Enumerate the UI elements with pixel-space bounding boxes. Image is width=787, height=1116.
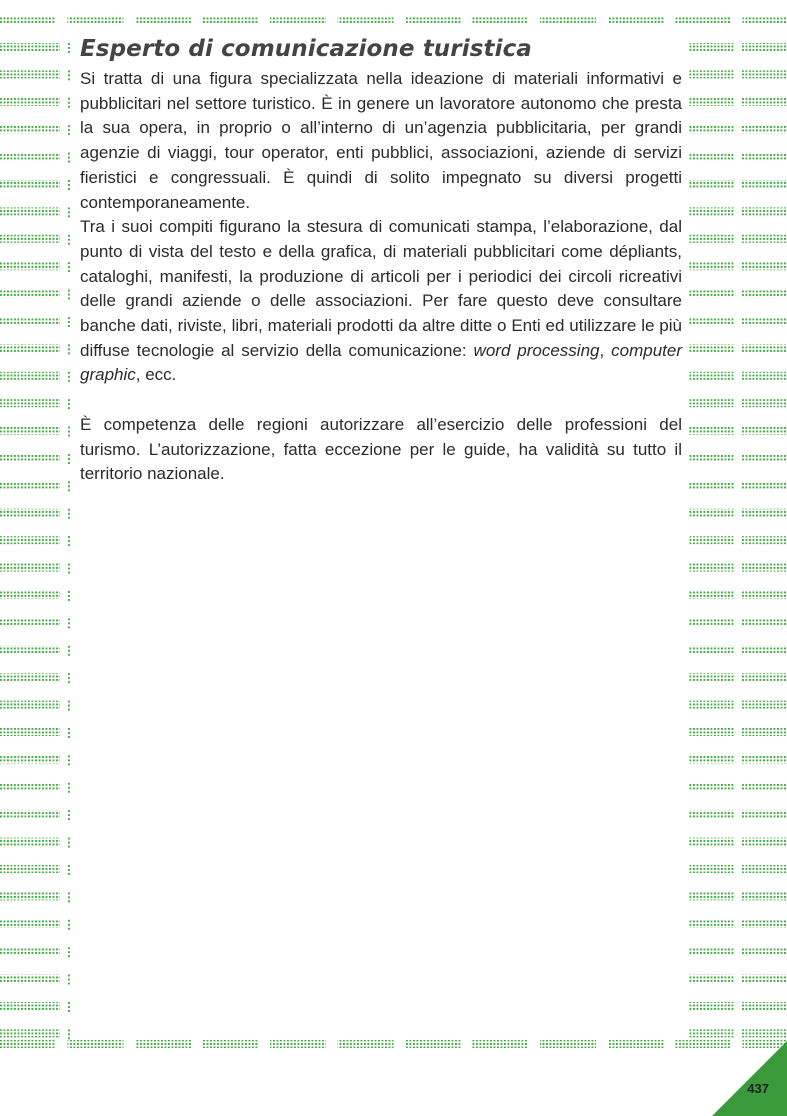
- dot-group: [68, 98, 70, 100]
- dot-group: [68, 380, 70, 382]
- dot-group: [741, 728, 787, 736]
- dot-group: [0, 892, 60, 900]
- dot-group: [741, 98, 787, 106]
- dot-group: [405, 16, 461, 24]
- dot-group: [68, 211, 70, 213]
- dot-group: [68, 317, 70, 319]
- dot-group: [68, 983, 70, 985]
- term-separator: ,: [599, 340, 612, 360]
- dot-group: [688, 536, 734, 544]
- dot-group: [688, 427, 734, 435]
- dot-group: [0, 481, 60, 489]
- dot-group: [203, 1040, 259, 1048]
- article-title: Esperto di comunicazione turistica: [80, 36, 532, 62]
- paragraph-2-end: , ecc.: [135, 365, 177, 385]
- dot-group: [473, 1040, 529, 1048]
- dot-group: [68, 595, 70, 597]
- dot-group: [688, 70, 734, 78]
- dot-group: [688, 755, 734, 763]
- dot-group: [741, 701, 787, 709]
- dot-group: [741, 564, 787, 572]
- dot-group: [68, 814, 70, 816]
- dot-group: [688, 372, 734, 380]
- dot-group: [68, 157, 70, 159]
- dot-group: [741, 372, 787, 380]
- dot-group: [68, 810, 70, 812]
- dot-group: [68, 16, 124, 24]
- dot-group: [68, 791, 70, 793]
- dot-group: [0, 153, 60, 161]
- dot-group: [0, 701, 60, 709]
- dot-group: [68, 900, 70, 902]
- dot-group: [68, 235, 70, 237]
- dot-group: [68, 47, 70, 49]
- dot-group: [0, 180, 60, 188]
- dot-group: [741, 618, 787, 626]
- dot-group: [741, 290, 787, 298]
- dot-group: [0, 16, 56, 24]
- dot-group: [0, 317, 60, 325]
- dot-group: [741, 920, 787, 928]
- dot-group: [741, 673, 787, 681]
- dot-group: [68, 106, 70, 108]
- dot-group: [0, 755, 60, 763]
- dot-group: [473, 16, 529, 24]
- dot-group: [68, 759, 70, 761]
- dot-group: [68, 568, 70, 570]
- dot-group: [608, 16, 664, 24]
- dot-group: [68, 435, 70, 437]
- paragraph-gap: [80, 388, 682, 413]
- dot-group: [68, 298, 70, 300]
- dot-group: [741, 481, 787, 489]
- dot-group: [68, 705, 70, 707]
- dot-group: [0, 372, 60, 380]
- dot-group: [688, 810, 734, 818]
- dot-group: [68, 673, 70, 675]
- dot-group: [0, 564, 60, 572]
- dot-group: [68, 865, 70, 867]
- page-number: 437: [747, 1081, 769, 1096]
- dot-group: [68, 591, 70, 593]
- dot-group: [0, 262, 60, 270]
- dot-group: [688, 454, 734, 462]
- dot-group: [0, 1029, 60, 1037]
- dot-group: [68, 873, 70, 875]
- dot-group: [68, 540, 70, 542]
- dot-group: [68, 513, 70, 515]
- dot-group: [68, 564, 70, 566]
- dot-group: [741, 454, 787, 462]
- dot-group: [688, 892, 734, 900]
- dot-group: [68, 266, 70, 268]
- dot-group: [688, 783, 734, 791]
- dot-group: [68, 979, 70, 981]
- dot-group: [0, 43, 60, 51]
- dot-group: [688, 728, 734, 736]
- dot-group: [688, 509, 734, 517]
- dot-group: [68, 321, 70, 323]
- dot-group: [68, 74, 70, 76]
- dot-group: [68, 955, 70, 957]
- dot-group: [68, 239, 70, 241]
- dot-group: [68, 102, 70, 104]
- dot-group: [68, 869, 70, 871]
- dot-group: [688, 975, 734, 983]
- dot-group: [68, 622, 70, 624]
- dot-group: [68, 1002, 70, 1004]
- dot-group: [741, 892, 787, 900]
- dot-group: [741, 153, 787, 161]
- dot-group: [68, 294, 70, 296]
- dot-group: [68, 787, 70, 789]
- dot-group: [68, 701, 70, 703]
- dot-group: [68, 818, 70, 820]
- dot-group: [741, 1029, 787, 1037]
- paragraph-2-text: Tra i suoi compiti figurano la stesura di comunicati stampa, l’elaborazione, dal punto di vista del testo e della grafica, di materiali pubblicitari come dépliants, cataloghi, manifesti, la produzione di articoli per i periodici dei circoli ricreativi delle grandi aziende o delle associazioni. Per fare questo deve consultare banche dati, riviste, libri, materiali prodotti da altre ditte o Enti ed utilizzare le più diffuse tecnologie al servizio della comunicazione:: [80, 217, 682, 360]
- dot-group: [68, 732, 70, 734]
- dot-group: [68, 207, 70, 209]
- dot-group: [688, 1029, 734, 1037]
- dot-group: [68, 427, 70, 429]
- dot-group: [68, 838, 70, 840]
- dot-group: [688, 646, 734, 654]
- dot-group: [0, 98, 60, 106]
- dot-group: [68, 681, 70, 683]
- dot-group: [741, 180, 787, 188]
- dot-group: [688, 344, 734, 352]
- dot-group: [0, 344, 60, 352]
- page-corner-triangle: [712, 1041, 787, 1116]
- dot-group: [68, 892, 70, 894]
- dot-group: [68, 920, 70, 922]
- dot-group: [741, 43, 787, 51]
- dot-group: [741, 235, 787, 243]
- dot-group: [741, 865, 787, 873]
- dot-group: [68, 161, 70, 163]
- dot-group: [688, 153, 734, 161]
- dot-group: [0, 454, 60, 462]
- dot-group: [68, 43, 70, 45]
- dot-group: [68, 70, 70, 72]
- dot-group: [68, 215, 70, 217]
- dot-group: [68, 728, 70, 730]
- dot-group: [68, 407, 70, 409]
- dot-group: [68, 509, 70, 511]
- dot-group: [0, 920, 60, 928]
- dot-group: [688, 701, 734, 709]
- dot-group: [688, 838, 734, 846]
- dot-group: [135, 16, 191, 24]
- dot-group: [688, 207, 734, 215]
- dot-group: [688, 920, 734, 928]
- dot-group: [741, 399, 787, 407]
- dot-group: [68, 618, 70, 620]
- dot-group: [68, 1010, 70, 1012]
- dot-group: [741, 70, 787, 78]
- dot-group: [68, 243, 70, 245]
- dot-group: [338, 1040, 394, 1048]
- paragraph-2: [80, 215, 682, 388]
- dot-group: [741, 262, 787, 270]
- dot-group: [68, 654, 70, 656]
- dot-group: [135, 1040, 191, 1048]
- dot-group: [688, 399, 734, 407]
- dot-group: [68, 1040, 124, 1048]
- dot-group: [741, 591, 787, 599]
- dot-group: [741, 317, 787, 325]
- term-word-processing: word processing: [473, 340, 600, 360]
- dot-group: [0, 399, 60, 407]
- dot-group: [688, 98, 734, 106]
- dot-group: [0, 646, 60, 654]
- dot-group: [0, 427, 60, 435]
- dot-group: [0, 290, 60, 298]
- dot-group: [68, 846, 70, 848]
- dot-group: [68, 270, 70, 272]
- dot-group: [68, 344, 70, 346]
- dot-group: [68, 78, 70, 80]
- dot-group: [270, 16, 326, 24]
- dot-group: [688, 43, 734, 51]
- dot-group: [0, 783, 60, 791]
- dot-group: [270, 1040, 326, 1048]
- dot-group: [0, 728, 60, 736]
- dot-group: [68, 896, 70, 898]
- dot-group: [338, 16, 394, 24]
- dot-group: [688, 564, 734, 572]
- dot-group: [0, 207, 60, 215]
- dot-group: [688, 262, 734, 270]
- dot-group: [741, 427, 787, 435]
- dot-group: [203, 16, 259, 24]
- dot-group: [68, 1037, 70, 1039]
- dot-group: [68, 924, 70, 926]
- dot-group: [68, 544, 70, 546]
- paragraph-1: Si tratta di una figura specializzata nella ideazione di materiali informativi e pubblicitari nel settore turistico. È in genere un lavoratore autonomo che presta la sua opera, in proprio o all’interno di un’agenzia pubblicitaria, per grandi agenzie di viaggi, tour operator, enti pubblici, associazioni, aziende di servizi fieristici e congressuali. È quindi di solito impegnato su diversi progetti contemporaneamente.: [80, 69, 682, 212]
- dot-group: [0, 810, 60, 818]
- dot-group: [0, 536, 60, 544]
- dot-group: [741, 838, 787, 846]
- dot-group: [0, 673, 60, 681]
- dot-group: [741, 536, 787, 544]
- dot-group: [68, 536, 70, 538]
- dot-group: [0, 591, 60, 599]
- dot-group: [68, 262, 70, 264]
- dot-group: [0, 509, 60, 517]
- dot-group: [0, 838, 60, 846]
- dot-group: [741, 810, 787, 818]
- dot-group: [68, 129, 70, 131]
- dot-group: [68, 646, 70, 648]
- dot-group: [68, 783, 70, 785]
- dot-group: [688, 481, 734, 489]
- dot-group: [68, 755, 70, 757]
- dot-group: [688, 865, 734, 873]
- dot-group: [68, 842, 70, 844]
- dot-group: [68, 1033, 70, 1035]
- dot-group: [608, 1040, 664, 1048]
- dot-group: [0, 865, 60, 873]
- dot-group: [68, 462, 70, 464]
- dot-group: [688, 618, 734, 626]
- dot-group: [68, 133, 70, 135]
- dot-group: [675, 16, 731, 24]
- dot-group: [68, 372, 70, 374]
- dot-group: [0, 1002, 60, 1010]
- dot-group: [68, 352, 70, 354]
- dot-group: [743, 16, 787, 24]
- dot-group: [68, 481, 70, 483]
- dot-group: [68, 650, 70, 652]
- dot-group: [68, 180, 70, 182]
- dot-group: [68, 1029, 70, 1031]
- dot-group: [741, 1002, 787, 1010]
- dot-group: [0, 1040, 56, 1048]
- dot-group: [68, 572, 70, 574]
- dot-group: [68, 677, 70, 679]
- dot-group: [68, 485, 70, 487]
- dot-group: [688, 290, 734, 298]
- term-computer-graphic: computer graphic: [80, 340, 682, 385]
- dot-group: [0, 975, 60, 983]
- dot-group: [68, 599, 70, 601]
- dot-group: [741, 125, 787, 133]
- dot-group: [68, 458, 70, 460]
- dot-group: [68, 431, 70, 433]
- dot-group: [68, 184, 70, 186]
- dot-group: [68, 454, 70, 456]
- dot-group: [68, 947, 70, 949]
- dot-group: [68, 125, 70, 127]
- dot-group: [741, 975, 787, 983]
- dot-group: [68, 403, 70, 405]
- dot-group: [0, 235, 60, 243]
- dot-group: [68, 325, 70, 327]
- dot-group: [741, 646, 787, 654]
- dot-group: [688, 235, 734, 243]
- dot-group: [68, 348, 70, 350]
- article: [80, 34, 682, 487]
- dot-group: [741, 755, 787, 763]
- dot-group: [68, 626, 70, 628]
- dot-group: [405, 1040, 461, 1048]
- dot-group: [68, 188, 70, 190]
- dot-group: [741, 509, 787, 517]
- paragraph-3: È competenza delle regioni autorizzare all’esercizio delle professioni del turismo. L’autorizzazione, fatta eccezione per le guide, ha validità su tutto il territorio nazionale.: [80, 414, 682, 484]
- dot-group: [688, 591, 734, 599]
- dot-group: [688, 180, 734, 188]
- dot-group: [68, 399, 70, 401]
- dot-group: [68, 1006, 70, 1008]
- dot-group: [68, 736, 70, 738]
- dot-group: [741, 783, 787, 791]
- dot-group: [68, 975, 70, 977]
- dot-group: [0, 125, 60, 133]
- dot-group: [540, 1040, 596, 1048]
- dot-group: [68, 928, 70, 930]
- dot-group: [0, 947, 60, 955]
- dot-group: [68, 763, 70, 765]
- dot-group: [741, 344, 787, 352]
- dot-group: [68, 290, 70, 292]
- dot-group: [68, 951, 70, 953]
- dot-group: [0, 618, 60, 626]
- dot-group: [68, 489, 70, 491]
- dot-group: [688, 673, 734, 681]
- dot-group: [540, 16, 596, 24]
- dot-group: [68, 153, 70, 155]
- dot-group: [688, 317, 734, 325]
- dot-group: [0, 70, 60, 78]
- dot-group: [741, 207, 787, 215]
- dot-group: [68, 517, 70, 519]
- dot-group: [68, 709, 70, 711]
- dot-group: [741, 947, 787, 955]
- dot-group: [68, 376, 70, 378]
- dot-group: [68, 51, 70, 53]
- dot-group: [688, 947, 734, 955]
- dot-group: [688, 1002, 734, 1010]
- dot-group: [688, 125, 734, 133]
